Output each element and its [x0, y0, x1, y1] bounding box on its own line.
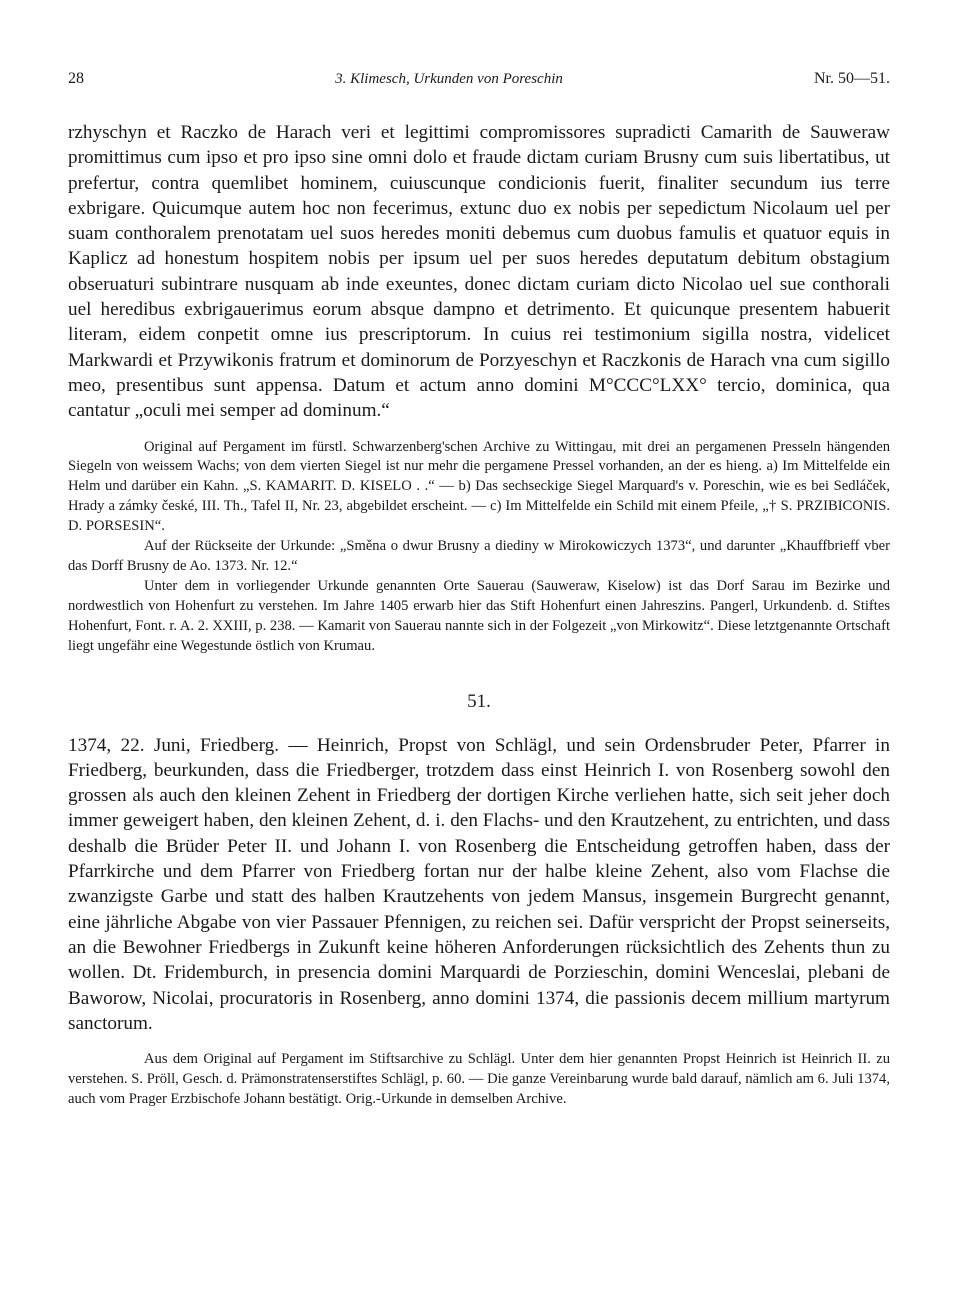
page-number: 28: [68, 70, 84, 87]
document-50-text: rzhyschyn et Raczko de Harach veri et legittimi compromissores supradicti Camarith de Sauweraw promittimus cum ipso et pro ipso sine omni dolo et fraude dictam curiam Brusny cum suis libertatibus, ut prefertur, contra quemlibet hominem, cuiuscunque condicionis fuerit, finaliter secundum ius terre exbrigare. Quicumque autem hoc non fecerimus, extunc duo ex nobis per sepedictum Nicolaum uel per suam conthoralem prenotatam uel suos heredes moniti debemus cum duobus famulis et quatuor equis in Kaplicz ad honestum hospitem nobis per ipsum uel per suos heredes deputatum debitum obstagium obseruaturi subintrare nusquam ab inde exeuntes, donec dictam curiam dicto Nicolao uel sue conthorali uel heredibus exbrigauerimus eorum absque dampno et detrimento. Et quicunque presentem habuerit literam, eidem conpetit omne ius prescriptorum. In cuius rei testimonium sigilla nostra, videlicet Markwardi et Przywikonis fratrum et dominorum de Porzyeschyn et Raczkonis de Harach vna cum sigillo meo, presentibus sunt appensa. Datum et actum anno domini M°CCC°LXX° tercio, dominica, qua cantatur „oculi mei semper ad dominum.“: [68, 122, 890, 422]
document-50-notes: [68, 438, 890, 657]
document-51-notes: [68, 1050, 890, 1110]
note-paragraph: Unter dem in vorliegender Urkunde genannten Orte Sauerau (Sauweraw, Kiselow) ist das Dorf Sarau im Bezirke und nordwestlich von Hohenfurt zu verstehen. Im Jahre 1405 erwarb hier das Stift Hohenfurt einen Jahreszins. Pangerl, Urkundenb. d. Stiftes Hohenfurt, Font. r. A. 2. XXIII, p. 238. — Kamarit von Sauerau nannte sich in der Folgezeit „von Mirkowitz“. Diese letztgenannte Ortschaft liegt ungefähr eine Wegestunde östlich von Krumau.: [68, 577, 890, 654]
note-paragraph: Original auf Pergament im fürstl. Schwarzenberg'schen Archive zu Wittingau, mit drei an pergamenen Presseln hängenden Siegeln von weissem Wachs; von dem vierten Siegel ist nur mehr die pergamene Pressel vorhanden, an der es hieng. a) Im Mittelfelde ein Helm und darüber ein Kahn. „S. KAMARIT. D. KISELO . .“ — b) Das sechseckige Siegel Marquard's v. Poreschin, wie es bei Sedláček, Hrady a zámky české, III. Th., Tafel II, Nr. 23, abgebildet erscheint. — c) Im Mittelfelde ein Schild mit einem Pfeile, „† S. PRZIBICONIS. D. PORSESIN“.: [68, 438, 890, 535]
document-51-number: 51.: [467, 690, 491, 712]
document-range: Nr. 50—51.: [813, 70, 890, 87]
document-51-regest: 1374, 22. Juni, Friedberg. — Heinrich, Propst von Schlägl, und sein Ordensbruder Peter, Pfarrer in Friedberg, beurkunden, dass die Friedberger, trotzdem dass einst Heinrich I. von Rosenberg sowohl den grossen als auch den kleinen Zehent in Friedberg der dortigen Kirche verliehen hatte, sich seit jeher doch immer geweigert haben, den kleinen Zehent, d. i. den Flachs- und den Krautzehent, zu entrichten, und dass deshalb die Brüder Peter II. und Johann I. von Rosenberg die Entscheidung getroffen haben, dass der Pfarrkirche und dem Pfarrer von Friedberg fortan nur der halbe kleine Zehent, also vom Flachse die zwanzigste Garbe und statt des halben Krautzehents von jedem Mansus, insgemein Burgrecht genannt, eine jährliche Abgabe von vier Passauer Pfennigen, zu reichen sei. Dafür verspricht der Propst seinerseits, an die Bewohner Friedbergs in Zukunft keine höheren Anforderungen rücksichtlich des Zehents thun zu wollen. Dt. Fridemburch, in presencia domini Marquardi de Porzieschin, domini Wenceslai, plebani de Baworow, Nicolai, procuratoris in Rosenberg, anno domini 1374, die passionis decem millium martyrum sanctorum.: [68, 734, 890, 1034]
main-text: [68, 120, 890, 1110]
running-header: [68, 70, 890, 88]
running-title: 3. Klimesch, Urkunden von Poreschin: [335, 71, 563, 87]
note-paragraph: Aus dem Original auf Pergament im Stiftsarchive zu Schlägl. Unter dem hier genannten Propst Heinrich ist Heinrich II. zu verstehen. S. Pröll, Gesch. d. Prämonstratenserstiftes Schlägl, p. 60. — Die ganze Vereinbarung wurde bald darauf, nämlich am 6. Juli 1374, auch vom Prager Erzbischofe Johann bestätigt. Orig.-Urkunde in demselben Archive.: [68, 1051, 890, 1107]
note-paragraph: Auf der Rückseite der Urkunde: „Směna o dwur Brusny a diediny w Mirokowiczych 1373“, und darunter „Khauffbrieff vber das Dorff Brusny de Ao. 1373. Nr. 12.“: [68, 538, 890, 574]
